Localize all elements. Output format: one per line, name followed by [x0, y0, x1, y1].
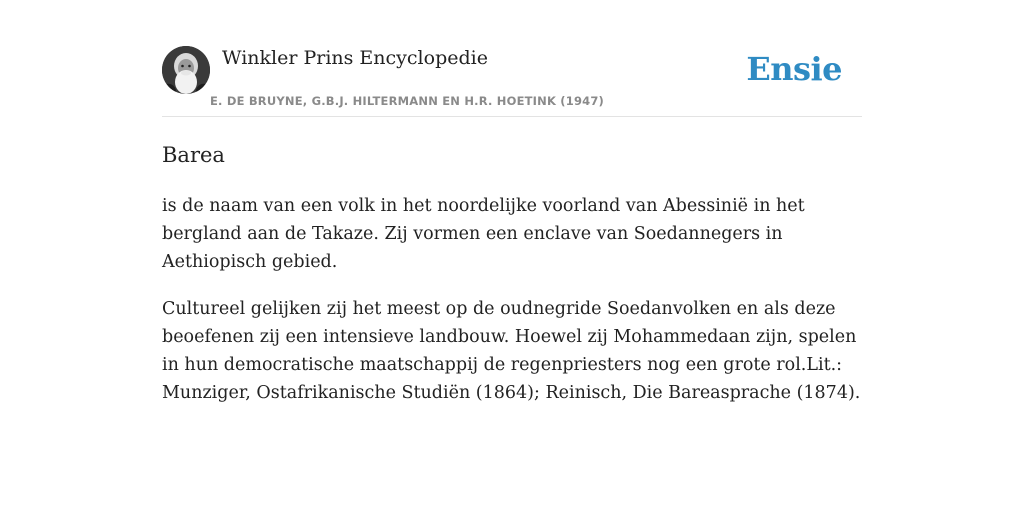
source-title[interactable]: Winkler Prins Encyclopedie — [222, 47, 488, 69]
author-portrait-icon[interactable] — [162, 46, 210, 94]
source-authors: E. DE BRUYNE, G.B.J. HILTERMANN EN H.R. HOETINK (1947) — [210, 94, 605, 108]
article-title: Barea — [162, 143, 225, 167]
article-paragraph: Cultureel gelijken zij het meest op de oudnegride Soedanvolken en als deze beoefenen zij een intensieve landbouw. Hoewel zij Mohammedaan zijn, spelen in hun democratische maatschappij de regenpriesters nog een grote rol.Lit.: Munziger, Ostafrikanische Studiën (1864); Reinisch, Die Bareasprache (1874). — [162, 299, 861, 403]
source-header — [162, 46, 862, 117]
article — [162, 140, 862, 426]
brand-logo[interactable]: Ensie — [746, 50, 842, 88]
article-paragraph: is de naam van een volk in het noordelijke voorland van Abessinië in het bergland aan de Takaze. Zij vormen een enclave van Soedannegers in Aethiopisch gebied. — [162, 196, 805, 272]
